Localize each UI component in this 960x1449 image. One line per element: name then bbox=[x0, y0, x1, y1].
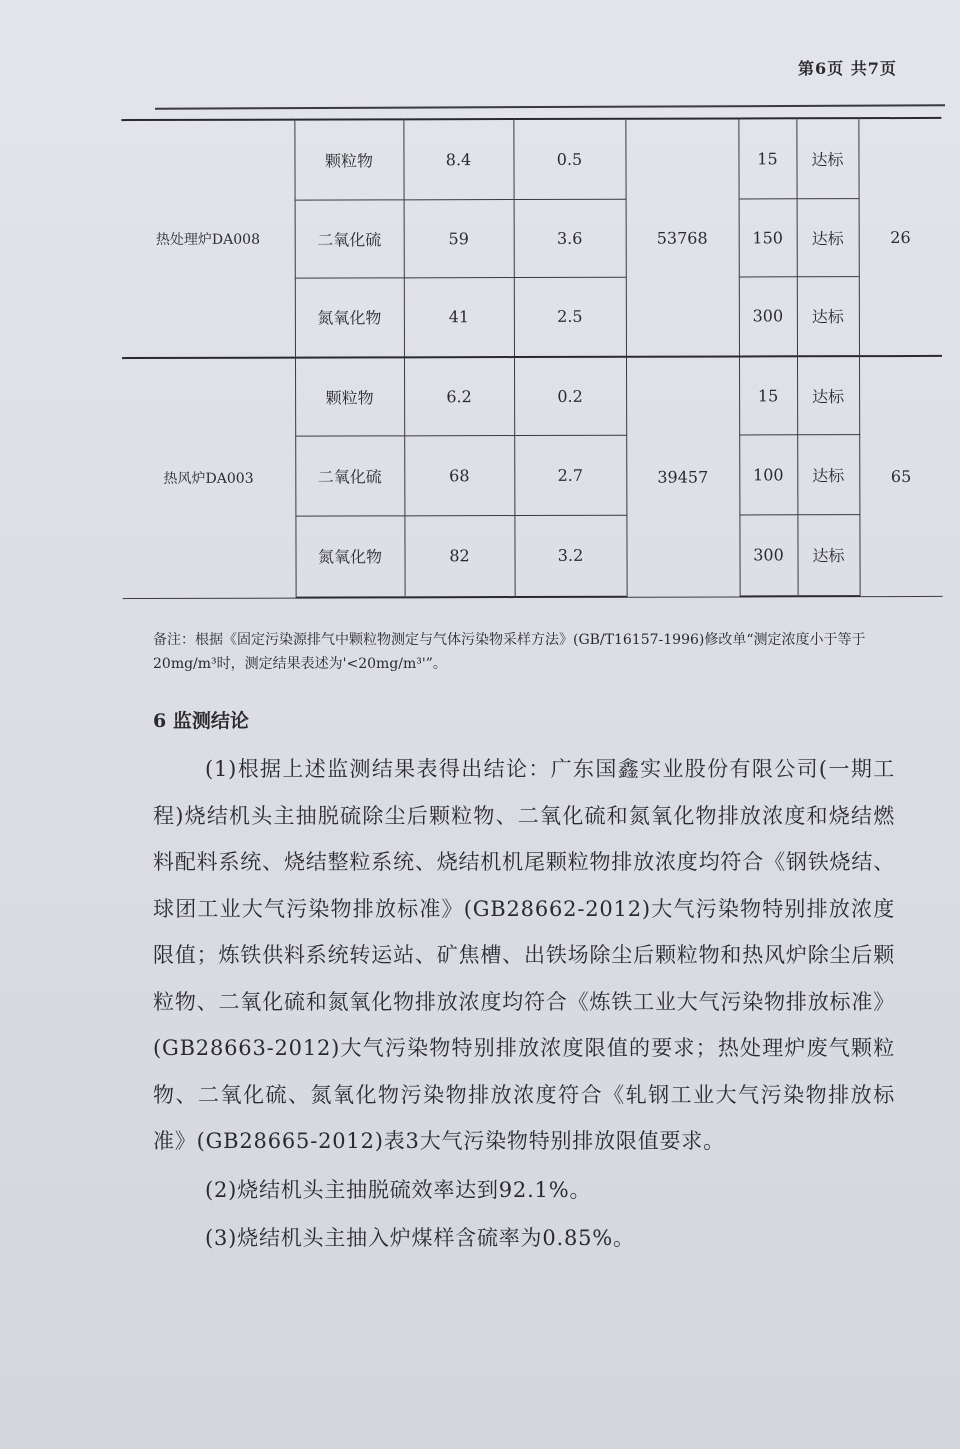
concentration-cell: 6.2 bbox=[404, 357, 514, 435]
result-cell: 达标 bbox=[797, 276, 859, 356]
pollutant-cell: 颗粒物 bbox=[294, 119, 403, 199]
conclusion-paragraph-1: (1)根据上述监测结果表得出结论：广东国鑫实业股份有限公司(一期工程)烧结机头主抽脱硫除尘后颗粒物、二氧化硫和氮氧化物排放浓度和烧结燃料配料系统、烧结整粒系统、烧结机机尾颗粒物排放浓度均符合《钢铁烧结、球团工业大气污染物排放标准》(GB28662-2012)大气污染物特别排放浓度限值；炼铁供料系统转运站、矿焦槽、出铁场除尘后颗粒物和热风炉除尘后颗粒物、二氧化硫和氮氧化物排放浓度均符合《炼铁工业大气污染物排放标准》(GB28663-2012)大气污染物特别排放浓度限值的要求；热处理炉废气颗粒物、二氧化硫、氮氧化物污染物排放浓度符合《轧钢工业大气污染物排放标准》(GB28665-2012)表3大气污染物特别排放限值要求。 bbox=[153, 757, 895, 1153]
pollutant-cell: 氮氧化物 bbox=[295, 277, 404, 357]
pollutant-cell: 氮氧化物 bbox=[295, 515, 404, 597]
pollutant-cell: 二氧化硫 bbox=[295, 435, 404, 515]
rate-cell: 2.7 bbox=[514, 435, 626, 515]
table-row bbox=[122, 356, 942, 436]
limit-cell: 150 bbox=[739, 198, 797, 276]
source-cell: 热处理炉DA008 bbox=[121, 120, 295, 358]
rate-cell: 2.5 bbox=[514, 277, 626, 357]
conclusion-body bbox=[153, 746, 895, 1262]
result-cell: 达标 bbox=[797, 514, 859, 596]
pollutant-cell: 颗粒物 bbox=[295, 357, 404, 435]
limit-cell: 15 bbox=[738, 118, 796, 198]
rate-cell: 3.6 bbox=[514, 199, 626, 277]
conclusion-paragraph-3: (3)烧结机头主抽入炉煤样含硫率为0.85%。 bbox=[205, 1226, 635, 1250]
concentration-cell: 8.4 bbox=[403, 119, 513, 199]
concentration-cell: 82 bbox=[404, 515, 514, 597]
section-heading: 6 监测结论 bbox=[153, 710, 249, 732]
header-rule bbox=[155, 104, 945, 109]
concentration-cell: 59 bbox=[404, 199, 514, 277]
result-cell: 达标 bbox=[797, 356, 859, 434]
result-cell: 达标 bbox=[797, 434, 859, 514]
page-number: 第6页 共7页 bbox=[798, 59, 897, 78]
rate-cell: 0.5 bbox=[513, 119, 625, 199]
rate-cell: 3.2 bbox=[514, 515, 626, 597]
rate-cell: 0.2 bbox=[514, 357, 626, 435]
concentration-cell: 41 bbox=[404, 277, 514, 357]
concentration-cell: 68 bbox=[404, 435, 514, 515]
table-row bbox=[121, 118, 941, 200]
result-cell: 达标 bbox=[796, 118, 858, 198]
limit-cell: 300 bbox=[739, 514, 797, 596]
result-cell: 达标 bbox=[797, 198, 859, 276]
limit-cell: 300 bbox=[739, 276, 797, 356]
extra-value-cell: 26 bbox=[858, 118, 942, 356]
limit-cell: 15 bbox=[739, 356, 797, 434]
pollutant-cell: 二氧化硫 bbox=[295, 199, 404, 277]
monitoring-results-table bbox=[121, 117, 942, 599]
table-footnote: 备注：根据《固定污染源排气中颗粒物测定与气体污染物采样方法》(GB/T16157-1996)修改单“测定浓度小于等于20mg/m³时，测定结果表述为'<20mg/m³'”。 bbox=[153, 632, 866, 672]
source-cell: 热风炉DA003 bbox=[122, 358, 296, 598]
conclusion-paragraph-2: (2)烧结机头主抽脱硫效率达到92.1%。 bbox=[205, 1177, 592, 1202]
flow-cell: 53768 bbox=[625, 118, 739, 356]
flow-cell: 39457 bbox=[626, 356, 740, 596]
extra-value-cell: 65 bbox=[859, 356, 943, 596]
limit-cell: 100 bbox=[739, 434, 797, 514]
